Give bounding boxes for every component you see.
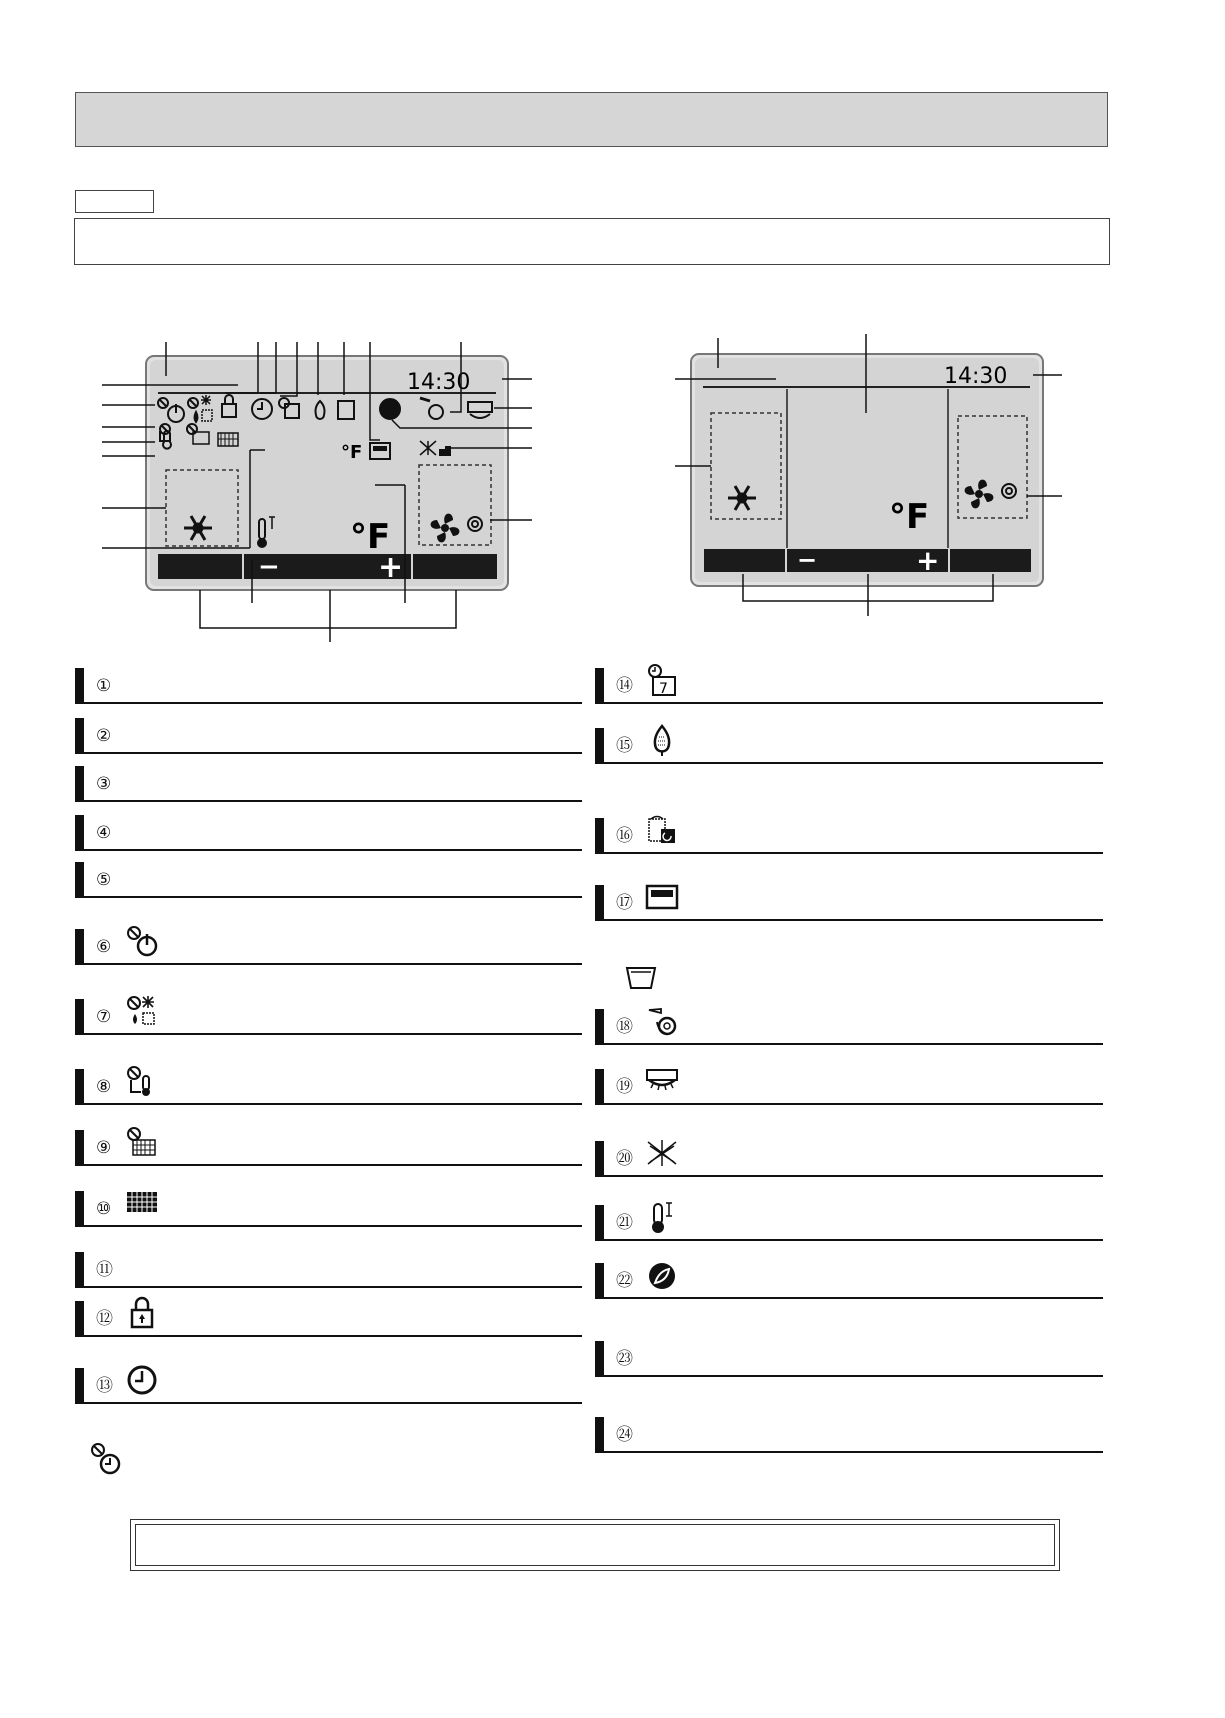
energy-save-icon [645,1258,681,1294]
legend-marker [595,668,604,702]
legend-marker [75,1301,84,1335]
legend-number: ⑰ [616,893,633,913]
legend-marker [595,1263,604,1297]
legend-row [75,714,582,754]
legend-number: ㉔ [616,1425,633,1445]
legend-marker [75,999,84,1033]
legend-marker [75,929,84,963]
filter-prohibited-icon [125,1125,161,1161]
legend-row [75,1126,582,1166]
legend-marker [75,1252,84,1286]
legend-marker [75,862,84,896]
legend-marker [595,1069,604,1103]
basic-unit-large: °F [889,497,930,537]
legend-row [595,1005,1103,1045]
legend-number: ① [96,676,112,696]
service-icon [645,813,681,849]
legend-row [75,1065,582,1105]
vane-icon [645,1004,681,1040]
weekly-timer-icon [645,663,681,699]
legend-marker [75,718,84,752]
filter-icon [125,1186,161,1222]
basic-clock: 14:30 [944,364,1008,389]
legend-row [75,1364,582,1404]
legend-row [595,724,1103,764]
legend-number: ㉓ [616,1349,633,1369]
legend-marker [595,1417,604,1451]
legend-marker [595,1141,604,1175]
legend-row [75,858,582,898]
legend-row [75,1248,582,1288]
full-plus: + [378,550,404,585]
legend-row [595,1259,1103,1299]
legend-number: ⑮ [616,736,633,756]
legend-number: ⑳ [616,1149,633,1169]
basic-f1-bar [704,549,785,572]
legend-marker [595,1205,604,1239]
bottom-note-box [130,1519,1060,1571]
legend-number: ⑫ [96,1309,113,1329]
ventilation-icon [645,1136,681,1172]
legend-row [595,814,1103,854]
legend-number: ⑧ [96,1077,112,1097]
legend-number: ㉑ [616,1213,633,1233]
legend-number: ⑬ [96,1376,113,1396]
legend-marker [75,1130,84,1164]
drain-pan-icon [623,964,659,992]
full-unit-large: °F [350,517,391,557]
legend-row [595,664,1103,704]
legend-marker [595,818,604,852]
louver-icon [645,1064,681,1100]
legend-row [595,1137,1103,1177]
legend-number: ② [96,726,112,746]
basic-plus: + [916,544,940,577]
legend-number: ㉒ [616,1271,633,1291]
legend-number: ⑪ [96,1260,113,1280]
drop-icon [645,723,681,759]
lock-icon [125,1296,161,1332]
legend-marker [75,668,84,702]
basic-f4-bar [950,549,1031,572]
legend-row [595,1337,1103,1377]
legend-marker [75,1069,84,1103]
legend-row [75,664,582,704]
legend-row [75,925,582,965]
legend-row [75,811,582,851]
legend-row [75,762,582,802]
legend-number: ⑩ [96,1199,112,1219]
legend-marker [75,1191,84,1225]
legend-marker [595,885,604,919]
legend-number: ⑥ [96,937,112,957]
legend-row [595,881,1103,921]
legend-row [595,1065,1103,1105]
legend-number: ⑨ [96,1138,112,1158]
legend-number: ⑱ [616,1017,633,1037]
panel-icon [645,880,681,916]
legend-number: ⑭ [616,676,633,696]
full-minus: − [258,552,280,582]
legend-marker [595,1009,604,1043]
legend-marker [75,815,84,849]
clock-icon [125,1363,161,1399]
legend-number: ③ [96,774,112,794]
legend-row [595,1201,1103,1241]
legend-number: ⑯ [616,826,633,846]
legend-row [75,995,582,1035]
legend-number: ⑦ [96,1007,112,1027]
mode-prohibited-icon [125,994,161,1030]
legend-row [75,1297,582,1337]
legend-marker [75,1368,84,1402]
legend-number: ⑲ [616,1077,633,1097]
full-clock: 14:30 [407,370,471,395]
legend-row [75,1187,582,1227]
power-prohibited-icon [125,924,161,960]
legend-number: ⑤ [96,870,112,890]
full-unit-small: °F [341,442,363,463]
temp-prohibited-icon [125,1064,161,1100]
thermometer-icon [645,1200,681,1236]
svg-text:7: 7 [659,681,668,697]
legend-marker [75,766,84,800]
legend-row [595,1413,1103,1453]
legend-number: ④ [96,823,112,843]
basic-minus: − [797,546,818,574]
legend-marker [595,1341,604,1375]
clock-prohibited-icon [88,1440,124,1476]
legend-marker [595,728,604,762]
